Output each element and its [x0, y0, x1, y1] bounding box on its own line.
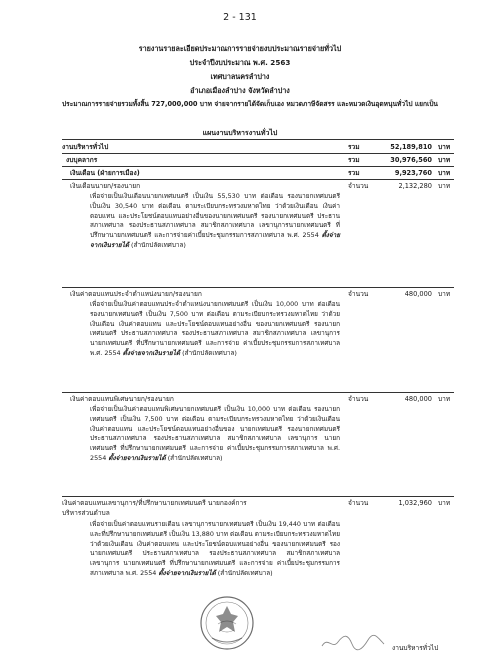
rule-2	[62, 153, 454, 154]
report-title: รายงานรายละเอียดประมาณการรายจ่ายงบประมาณรายจ่ายทั่วไป	[138, 44, 342, 53]
row-unit: รวม	[348, 169, 360, 177]
row-salary-political	[0, 168, 480, 178]
row-currency: บาท	[438, 499, 451, 507]
row-amount: 9,923,760	[394, 169, 432, 177]
budget-statement: ประมาณการรายจ่ายรวมทั้งสิ้น 727,000,000 บาท จ่ายจากรายได้จัดเก็บเอง หมวดภาษีจัดสรร และหมวดเงินอุดหนุนทั่วไป แยกเป็น	[62, 100, 438, 108]
row-unit: รวม	[348, 156, 360, 164]
row-label: เงินค่าตอบแทนพิเศษนายก/รองนายก	[70, 395, 174, 403]
municipality: เทศบาลนครลำปาง	[210, 72, 270, 81]
row-unit: จำนวน	[348, 182, 369, 190]
row-label-cont: บริหารส่วนตำบล	[62, 509, 110, 517]
row-unit: จำนวน	[348, 290, 369, 298]
row-label: เงินค่าตอบแทนเลขานุการ/ที่ปรึกษานายกเทศมนตรี นายกองค์การ	[62, 499, 247, 507]
rule-7	[62, 496, 454, 497]
row-label: เงินเดือน (ฝ่ายการเมือง)	[70, 169, 140, 177]
description-special-allowance: เพื่อจ่ายเป็นเงินค่าตอบแทนพิเศษนายกเทศมนตรี เป็นเงิน 10,000 บาท ต่อเดือน รองนายกเทศมนตรี เป็นเงิน 7,500 บาท ต่อเดือน ตามระเบียบกระทรวงมหาดไทย ว่าด้วยเงินเดือน เงินค่าตอบแทน และประโยชน์ตอบแทนอย่างอื่นของ นายกเทศมนตรี รองนายกเทศมนตรี ประธานสภาเทศบาล รองประธานสภาเทศบาล สมาชิกสภาเทศบาล เลขานุการ นายกเทศมนตรี ที่ปรึกษานายกเทศมนตรี และการจ่าย ค่าเบี้ยประชุมกรรมการสภาเทศบาล พ.ศ. 2554 ตั้งจ่ายจากเงินรายได้ (สำนักปลัดเทศบาล)	[90, 405, 340, 462]
row-special-allowance	[0, 394, 480, 404]
page-number: 2 - 131	[223, 12, 257, 23]
row-currency: บาท	[438, 156, 451, 164]
row-unit: รวม	[348, 143, 360, 151]
row-mayor-salary	[0, 181, 480, 191]
fiscal-year: ประจำปีงบประมาณ พ.ศ. 2563	[189, 58, 291, 67]
row-currency: บาท	[438, 395, 451, 403]
rule-4	[62, 179, 454, 180]
rule-6	[62, 392, 454, 393]
row-amount: 2,132,280	[398, 182, 432, 190]
municipal-seal-icon	[198, 594, 256, 652]
row-label: งานบริหารทั่วไป	[62, 143, 109, 151]
row-unit: จำนวน	[348, 395, 369, 403]
rule-5	[62, 287, 454, 288]
row-general-admin	[0, 142, 480, 152]
district-province: อำเภอเมืองลำปาง จังหวัดลำปาง	[190, 86, 290, 95]
row-amount: 480,000	[404, 395, 432, 403]
row-amount: 1,032,960	[398, 499, 432, 507]
row-unit: จำนวน	[348, 499, 369, 507]
row-currency: บาท	[438, 143, 451, 151]
row-personnel	[0, 155, 480, 165]
row-currency: บาท	[438, 290, 451, 298]
top-rule	[62, 139, 454, 140]
description-mayor-salary: เพื่อจ่ายเป็นเงินเดือนนายกเทศมนตรี เป็นเงิน 55,530 บาท ต่อเดือน รองนายกเทศมนตรี เป็นเงิน 30,540 บาท ต่อเดือน ตามระเบียบกระทรวงมหาดไทย ว่าด้วยเงินเดือน เงินค่าตอบแทน และประโยชน์ตอบแทนอย่างอื่นของนายกเทศมนตรี รองนายกเทศมนตรี ประธานสภาเทศบาล รองประธานสภาเทศบาล สมาชิกสภาเทศบาล เลขานุการนายกเทศมนตรี ที่ปรึกษานายกเทศมนตรี และการจ่ายค่าเบี้ยประชุมกรรมการสภาเทศบาล พ.ศ. 2554 ตั้งจ่ายจากเงินรายได้ (สำนักปลัดเทศบาล)	[90, 192, 340, 249]
footer-section-name: งานบริหารทั่วไป	[392, 644, 439, 652]
row-label: เงินเดือนนายก/รองนายก	[70, 182, 141, 190]
row-currency: บาท	[438, 182, 451, 190]
row-currency: บาท	[438, 169, 451, 177]
row-secretary-allowance-cont	[0, 508, 480, 518]
row-amount: 30,976,560	[390, 156, 432, 164]
rule-3	[62, 166, 454, 167]
signature-icon	[318, 630, 388, 654]
plan-title: แผนงานบริหารงานทั่วไป	[202, 129, 278, 137]
row-label: เงินค่าตอบแทนประจำตำแหน่งนายก/รองนายก	[70, 290, 202, 298]
row-secretary-allowance	[0, 498, 480, 508]
description-secretary-allowance: เพื่อจ่ายเป็นค่าตอบแทนรายเดือน เลขานุการนายกเทศมนตรี เป็นเงิน 19,440 บาท ต่อเดือน และที่ปรึกษานายกเทศมนตรี เป็นเงิน 13,880 บาท ต่อเดือน ตามระเบียบกระทรวงมหาดไทย ว่าด้วยเงินเดือน เงินค่าตอบแทน และประโยชน์ตอบแทนอย่างอื่น ของนายกเทศมนตรี รองนายกเทศมนตรี ประธานสภาเทศบาล รองประธานสภาเทศบาล สมาชิกสภาเทศบาล เลขานุการ นายกเทศมนตรี ที่ปรึกษานายกเทศมนตรี และการจ่าย ค่าเบี้ยประชุมกรรมการสภาเทศบาล พ.ศ. 2554 ตั้งจ่ายจากเงินรายได้ (สำนักปลัดเทศบาล)	[90, 520, 340, 577]
description-position-allowance: เพื่อจ่ายเป็นเงินค่าตอบแทนประจำตำแหน่งนายกเทศมนตรี เป็นเงิน 10,000 บาท ต่อเดือน รองนายกเทศมนตรี เป็นเงิน 7,500 บาท ต่อเดือน ตามระเบียบกระทรวงมหาดไทย ว่าด้วย เงินเดือน เงินค่าตอบแทน และประโยชน์ตอบแทนอย่างอื่น ของนายกเทศมนตรี รองนายกเทศมนตรี ประธานสภาเทศบาล รองประธานสภาเทศบาล สมาชิกสภาเทศบาล เลขานุการนายกเทศมนตรี ที่ปรึกษานายกเทศมนตรี และการจ่าย ค่าเบี้ยประชุมกรรมการสภาเทศบาล พ.ศ. 2554 ตั้งจ่ายจากเงินรายได้ (สำนักปลัดเทศบาล)	[90, 300, 340, 357]
row-amount: 480,000	[404, 290, 432, 298]
row-position-allowance	[0, 289, 480, 299]
row-label: งบบุคลากร	[66, 156, 98, 164]
row-amount: 52,189,810	[390, 143, 432, 151]
